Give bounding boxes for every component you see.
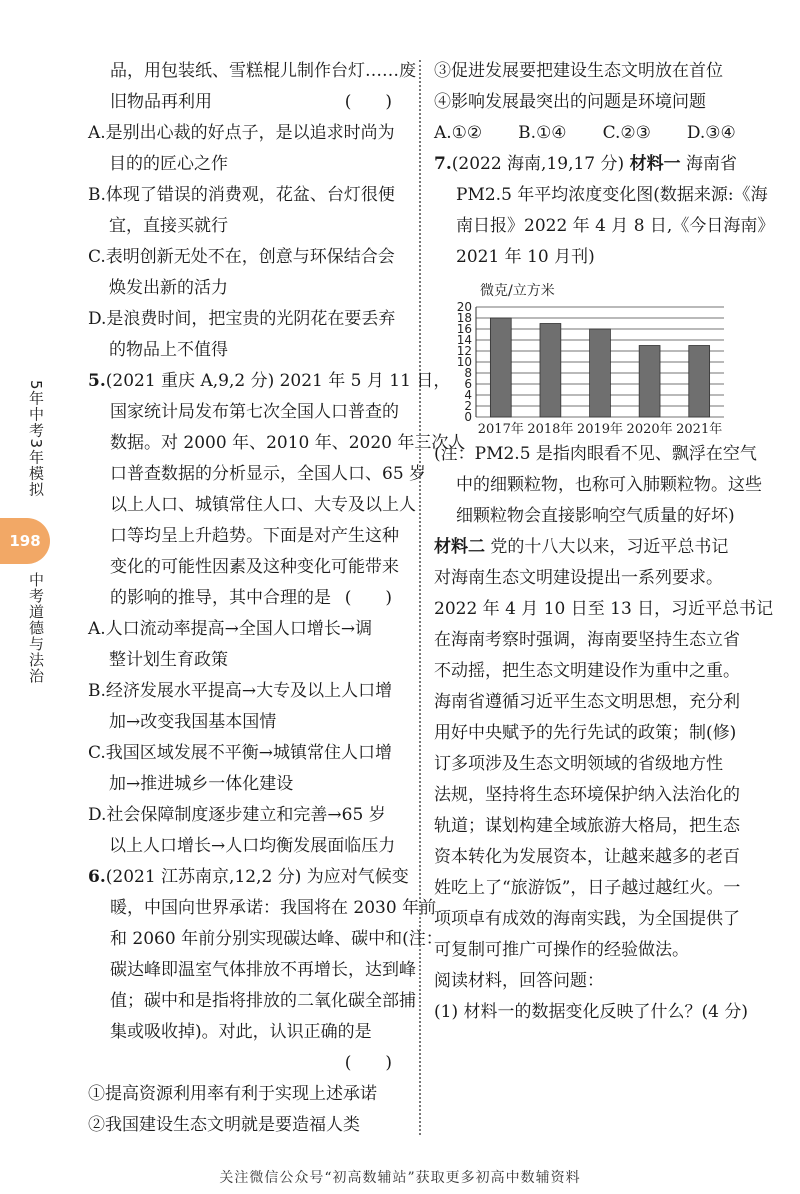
bar	[490, 318, 511, 417]
option-c: C.我国区域发展不平衡→城镇常住人口增	[88, 743, 393, 763]
y-axis-label: 微克/立方米	[480, 283, 555, 299]
text-span: 旧物品再利用	[110, 92, 212, 112]
answer-choices	[434, 118, 754, 149]
bar	[689, 346, 710, 418]
text-line	[434, 532, 754, 563]
text-line: 暖，中国向世界承诺：我国将在 2030 年前	[110, 898, 437, 918]
text-line	[434, 149, 754, 180]
y-tick-label: 6	[464, 377, 472, 391]
y-tick-label: 2	[464, 399, 472, 413]
text-line: 碳达峰即温室气体排放不再增长，达到峰	[110, 960, 416, 980]
bar	[540, 324, 561, 418]
statement-1: ①提高资源利用率有利于实现上述承诺	[88, 1084, 377, 1104]
sub-question-1: (1) 材料一的数据变化反映了什么？(4 分)	[434, 1002, 748, 1022]
text-line: 姓吃上了“旅游饭”，日子越过越红火。一	[434, 878, 741, 898]
statement-2: ②我国建设生态文明就是要造福人类	[88, 1115, 360, 1135]
option-a-cont: 整计划生育政策	[109, 650, 228, 670]
x-tick-label: 2020年	[626, 422, 673, 437]
text-line: 数据。对 2000 年、2010 年、2020 年三次人	[110, 433, 466, 453]
option-b: B.体现了错误的消费观，花盆、台灯很便	[88, 185, 395, 205]
y-tick-label: 4	[464, 388, 472, 402]
option-b: B.经济发展水平提高→大专及以上人口增	[88, 681, 393, 701]
question-7	[434, 149, 775, 1028]
text-span: (2021 重庆 A,9,2 分) 2021 年 5 月 11 日，	[105, 371, 451, 391]
statement-4: ④影响发展最突出的问题是环境问题	[434, 92, 706, 112]
text-span: (2021 江苏南京,12,2 分) 为应对气候变	[105, 867, 409, 887]
text-line	[88, 87, 406, 118]
answer-parenthesis: ( )	[344, 1053, 392, 1073]
bar-chart-svg	[434, 279, 734, 439]
text-line: 项项卓有成效的海南实践，为全国提供了	[434, 909, 740, 929]
text-line: 和 2060 年前分别实现碳达峰、碳中和(注：	[110, 929, 443, 949]
option-a: A.人口流动率提高→全国人口增长→调	[88, 619, 373, 639]
option-c: C.表明创新无处不在，创意与环保结合会	[88, 247, 395, 267]
text-line	[88, 862, 409, 893]
option-d: D.社会保障制度逐步建立和完善→65 岁	[88, 805, 386, 825]
text-line: 口普查数据的分析显示，全国人口、65 岁	[110, 464, 427, 484]
y-tick-label: 0	[464, 410, 472, 424]
choice-b: B.①④	[518, 123, 567, 143]
option-d-cont: 的物品上不值得	[109, 340, 228, 360]
text-line: 以上人口、城镇常住人口、大专及以上人	[110, 495, 416, 515]
option-b-cont: 宜，直接买就行	[109, 216, 228, 236]
material-2-label: 材料二	[434, 537, 485, 557]
question-6	[88, 862, 443, 1141]
text-line: 集或吸收掉)。对此，认识正确的是	[110, 1022, 372, 1042]
answer-parenthesis: ( )	[344, 588, 392, 608]
statement-3: ③促进发展要把建设生态文明放在首位	[434, 61, 723, 81]
text-line: 可复制可推广可操作的经验做法。	[434, 940, 689, 960]
bar	[639, 346, 660, 418]
note-line: 中的细颗粒物，也称可入肺颗粒物。这些	[456, 475, 762, 495]
text-span: 的影响的推导，其中合理的是	[110, 588, 331, 608]
text-span: 海南省	[685, 154, 737, 174]
q4-options	[88, 118, 406, 366]
text-span: 党的十八大以来，习近平总书记	[490, 537, 729, 557]
option-a-cont: 目的的匠心之作	[109, 154, 228, 174]
text-line	[88, 583, 406, 614]
y-tick-label: 18	[456, 311, 472, 325]
subject-label: 中考道德与法治	[27, 572, 45, 684]
text-line: 2021 年 10 月刊)	[456, 247, 595, 267]
text-line: 对海南生态文明建设提出一系列要求。	[434, 568, 723, 588]
choice-d: D.③④	[686, 123, 736, 143]
y-tick-label: 20	[456, 300, 472, 314]
text-line: 口等均呈上升趋势。下面是对产生这种	[110, 526, 399, 546]
text-line: 在海南考察时强调，海南要坚持生态立省	[434, 630, 740, 650]
option-d: D.是浪费时间，把宝贵的光阴花在要丢弃	[88, 309, 396, 329]
text-line: 品，用包装纸、雪糕棍儿制作台灯……废	[110, 61, 416, 81]
question-number: 5.	[88, 371, 106, 391]
x-tick-label: 2017年	[477, 422, 524, 437]
text-line: 2022 年 4 月 10 日至 13 日，习近平总书记	[434, 599, 774, 619]
option-c-cont: 加→推进城乡一体化建设	[109, 774, 294, 794]
sidebar	[0, 380, 80, 740]
text-line: 轨道；谋划构建全域旅游大格局，把生态	[434, 816, 740, 836]
text-line: 资本转化为发展资本，让越来越多的老百	[434, 847, 740, 867]
text-line: 法规，坚持将生态环境保护纳入法治化的	[434, 785, 740, 805]
footer-watermark: 关注微信公众号“初高数辅站”获取更多初高中数辅资料	[219, 1170, 581, 1186]
right-column	[434, 56, 775, 1028]
text-line: 不动摇，把生态文明建设作为重中之重。	[434, 661, 740, 681]
text-line: PM2.5 年平均浓度变化图(数据来源:《海	[456, 185, 768, 205]
choice-a: A.①②	[434, 123, 483, 143]
read-prompt: 阅读材料，回答问题：	[434, 971, 604, 991]
y-tick-label: 16	[456, 322, 472, 336]
text-line	[88, 366, 451, 397]
note-line: (注：PM2.5 是指肉眼看不见、飘浮在空气	[434, 444, 757, 464]
option-c-cont: 焕发出新的活力	[109, 278, 228, 298]
text-line: 海南省遵循习近平生态文明思想，充分利	[434, 692, 740, 712]
question-source: (2022 海南,19,17 分)	[451, 154, 625, 174]
option-a: A.是别出心裁的好点子，是以追求时尚为	[88, 123, 395, 143]
text-line: 订多项涉及生态文明领域的省级地方性	[434, 754, 723, 774]
question-number: 7.	[434, 154, 452, 174]
question-number: 6.	[88, 867, 106, 887]
pm25-chart	[434, 279, 754, 439]
note-line: 细颗粒物会直接影响空气质量的好坏)	[456, 506, 735, 526]
text-line: 南日报》2022 年 4 月 8 日,《今日海南》	[456, 216, 775, 236]
x-tick-label: 2018年	[527, 422, 574, 437]
y-tick-label: 12	[456, 344, 472, 358]
choice-c: C.②③	[602, 123, 651, 143]
option-b-cont: 加→改变我国基本国情	[109, 712, 277, 732]
bar	[590, 329, 611, 417]
option-d-cont: 以上人口增长→人口均衡发展面临压力	[109, 836, 396, 856]
column-divider	[419, 60, 421, 1135]
text-line: 用好中央赋予的先行先试的政策；制(修)	[434, 723, 737, 743]
book-brand: 5年中考3年模拟	[27, 380, 45, 498]
x-tick-label: 2019年	[576, 422, 624, 437]
text-line: 变化的可能性因素及这种变化可能带来	[110, 557, 399, 577]
text-line: 值；碳中和是指将排放的二氧化碳全部捕	[110, 991, 416, 1011]
y-tick-label: 8	[464, 366, 472, 380]
page-number-tab: 198	[0, 518, 50, 564]
answer-parenthesis: ( )	[344, 92, 392, 112]
x-tick-label: 2021年	[676, 422, 723, 437]
text-line: 国家统计局发布第七次全国人口普查的	[110, 402, 399, 422]
material-1-label: 材料一	[629, 154, 681, 174]
y-tick-label: 14	[456, 333, 472, 347]
y-tick-label: 10	[456, 355, 472, 369]
